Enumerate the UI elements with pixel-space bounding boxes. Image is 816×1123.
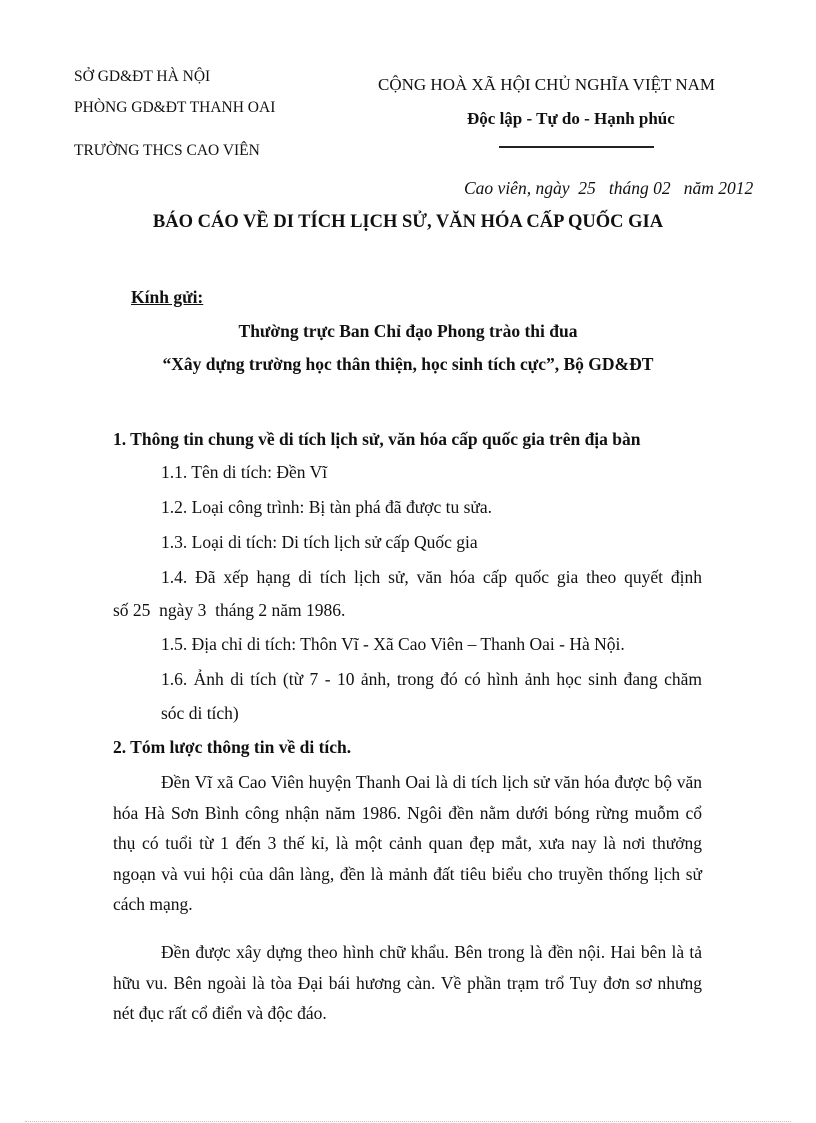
recipient-line-2: “Xây dựng trường học thân thiện, học sinh tích cực”, Bộ GD&ĐT bbox=[162, 354, 654, 374]
page-bottom-border bbox=[25, 1121, 791, 1122]
section-1-heading: 1. Thông tin chung về di tích lịch sử, văn hóa cấp quốc gia trên địa bàn bbox=[113, 429, 641, 449]
national-motto: Độc lập - Tự do - Hạnh phúc bbox=[467, 109, 675, 128]
office-name: PHÒNG GD&ĐT THANH OAI bbox=[74, 99, 276, 116]
summary-paragraph-1 bbox=[113, 767, 702, 920]
item-1-3: 1.3. Loại di tích: Di tích lịch sử cấp Quốc gia bbox=[161, 532, 478, 552]
item-1-6-cont: sóc di tích) bbox=[161, 703, 239, 723]
item-1-4-cont: số 25 ngày 3 tháng 2 năm 1986. bbox=[113, 600, 346, 620]
item-1-6: 1.6. Ảnh di tích (từ 7 - 10 ảnh, trong đó có hình ảnh học sinh đang chăm bbox=[161, 669, 702, 689]
place-date: Cao viên, ngày 25 tháng 02 năm 2012 bbox=[464, 178, 754, 198]
item-1-1: 1.1. Tên di tích: Đền Vĩ bbox=[161, 462, 328, 482]
item-1-4: 1.4. Đã xếp hạng di tích lịch sử, văn hóa cấp quốc gia theo quyết định bbox=[161, 567, 702, 587]
item-1-5: 1.5. Địa chỉ di tích: Thôn Vĩ - Xã Cao Viên – Thanh Oai - Hà Nội. bbox=[161, 634, 625, 654]
section-2-heading: 2. Tóm lược thông tin về di tích. bbox=[113, 737, 352, 757]
summary-paragraph-2 bbox=[113, 937, 702, 1029]
school-name: TRƯỜNG THCS CAO VIÊN bbox=[74, 142, 260, 159]
recipient-line-1: Thường trực Ban Chỉ đạo Phong trào thi đua bbox=[238, 321, 578, 341]
motto-underline bbox=[499, 146, 654, 148]
summary-paragraph-1-text: Đền Vĩ xã Cao Viên huyện Thanh Oai là di tích lịch sử văn hóa được bộ văn hóa Hà Sơn Bình công nhận năm 1986. Ngôi đền nằm dưới bóng rừng muỗm cổ thụ có tuổi từ 1 đến 3 thế kỉ, là một cảnh quan đẹp mắt, xưa nay là nơi thưởng ngoạn và vui hội của dân làng, đền là mảnh đất tiêu biểu cho truyền thống lịch sử cách mạng. bbox=[113, 772, 702, 915]
item-1-2: 1.2. Loại công trình: Bị tàn phá đã được tu sửa. bbox=[161, 497, 493, 517]
nation-heading: CỘNG HOÀ XÃ HỘI CHỦ NGHĨA VIỆT NAM bbox=[378, 75, 716, 94]
recipient-label: Kính gửi: bbox=[131, 287, 204, 307]
report-title: BÁO CÁO VỀ DI TÍCH LỊCH SỬ, VĂN HÓA CẤP QUỐC GIA bbox=[152, 212, 664, 232]
summary-paragraph-2-text: Đền được xây dựng theo hình chữ khẩu. Bên trong là đền nội. Hai bên là tả hữu vu. Bên ngoài là tòa Đại bái hương càn. Về phần trạm trổ Tuy đơn sơ nhưng nét đục rất cổ điển và độc đáo. bbox=[113, 942, 702, 1024]
dept-name: SỞ GD&ĐT HÀ NỘI bbox=[74, 68, 211, 85]
